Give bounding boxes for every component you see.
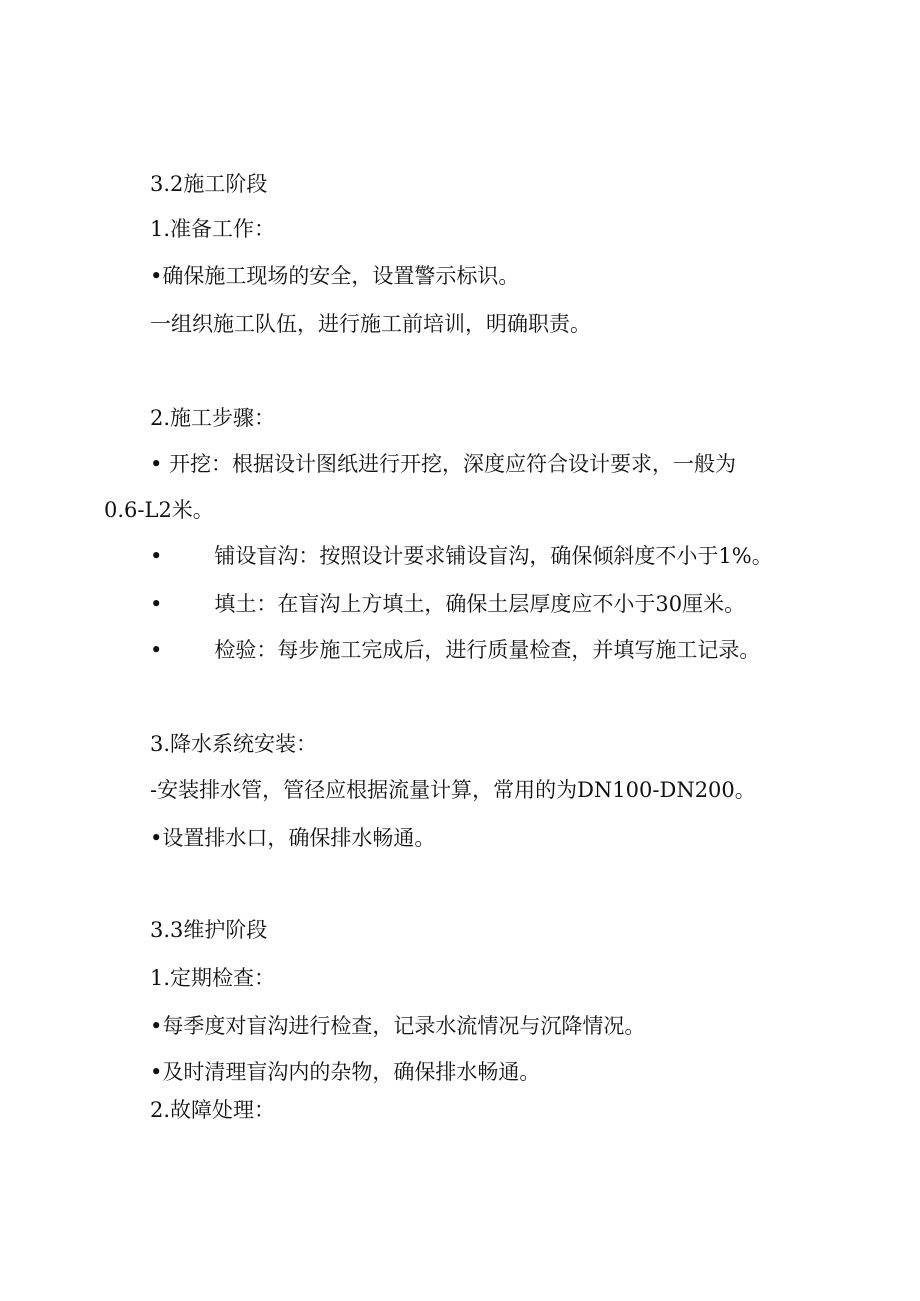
- bullet-marker: •: [150, 544, 163, 568]
- list-item: •每季度对盲沟进行检查，记录水流情况与沉降情况。: [150, 1014, 646, 1038]
- list-item: -安装排水管，管径应根据流量计算，常用的为DN100-DN200。: [150, 778, 756, 802]
- section-heading-construction: 3.2施工阶段: [150, 172, 268, 196]
- bullet-marker: •: [150, 592, 163, 616]
- list-item: [150, 636, 760, 664]
- list-item-text: 填土：在盲沟上方填土，确保土层厚度应不小于30厘米。: [214, 592, 746, 616]
- list-item: [150, 542, 773, 570]
- list-item-text: 检验：每步施工完成后，进行质量检查，并填写施工记录。: [214, 638, 761, 662]
- group-title-preparation: 1.准备工作：: [150, 217, 276, 241]
- list-item-text: 铺设盲沟：按照设计要求铺设盲沟，确保倾斜度不小于1%。: [214, 544, 773, 568]
- list-item: 一组织施工队伍，进行施工前培训，明确职责。: [150, 312, 591, 336]
- list-item: • 开挖：根据设计图纸进行开挖，深度应符合设计要求，一般为: [150, 452, 737, 476]
- group-title-inspection: 1.定期检查：: [150, 966, 276, 990]
- list-item: •及时清理盲沟内的杂物，确保排水畅通。: [150, 1060, 541, 1084]
- list-item-continuation: 0.6-L2米。: [104, 498, 214, 522]
- group-title-steps: 2.施工步骤：: [150, 406, 276, 430]
- group-title-dewatering: 3.降水系统安装：: [150, 732, 318, 756]
- list-item: •确保施工现场的安全，设置警示标识。: [150, 264, 520, 288]
- list-item: [150, 590, 745, 618]
- bullet-marker: •: [150, 638, 163, 662]
- section-heading-maintenance: 3.3维护阶段: [150, 918, 268, 942]
- group-title-fault-handling: 2.故障处理：: [150, 1098, 276, 1122]
- list-item: •设置排水口，确保排水畅通。: [150, 826, 436, 850]
